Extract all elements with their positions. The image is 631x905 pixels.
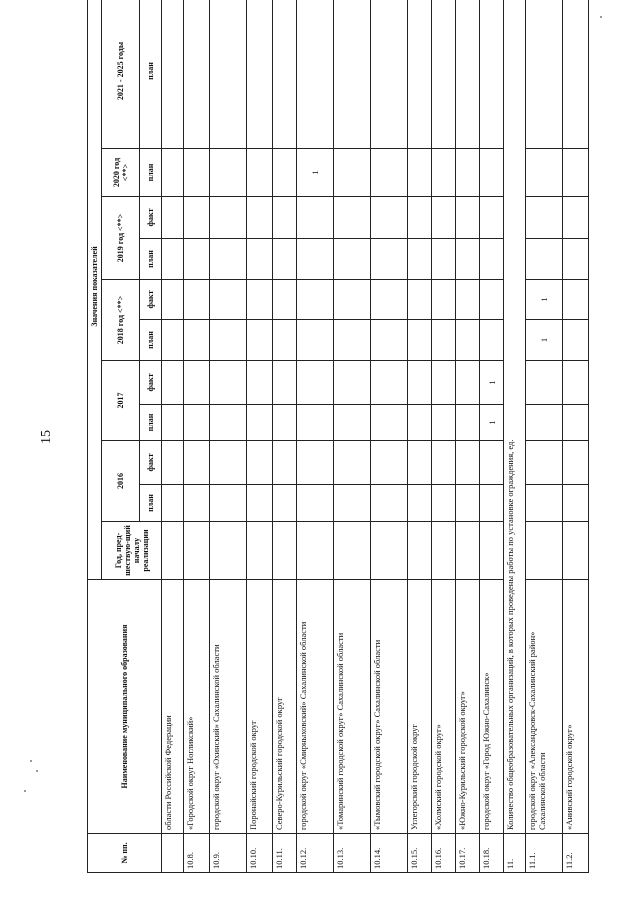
table-row — [563, 0, 589, 873]
value-cell — [526, 0, 563, 149]
value-cell — [563, 441, 589, 485]
value-cell — [247, 485, 273, 522]
table-row — [456, 0, 480, 873]
value-cell — [371, 280, 408, 320]
value-cell — [563, 280, 589, 320]
value-cell — [563, 485, 589, 522]
value-cell — [408, 441, 432, 485]
value-cell — [526, 197, 563, 239]
value-cell — [334, 361, 371, 405]
scan-speck — [36, 770, 38, 772]
value-cell — [247, 522, 273, 580]
value-cell — [273, 197, 297, 239]
value-cell — [456, 405, 480, 441]
municipality-name: «Холмский городской округ» — [432, 580, 456, 834]
row-number: 10.14. — [371, 834, 408, 873]
table-frame — [87, 34, 574, 873]
value-cell — [371, 485, 408, 522]
table-row — [210, 0, 247, 873]
value-cell — [408, 320, 432, 361]
value-cell — [210, 405, 247, 441]
value-cell — [371, 405, 408, 441]
value-cell — [297, 405, 334, 441]
value-cell — [526, 485, 563, 522]
value-cell — [210, 0, 247, 149]
indicators-table — [87, 0, 589, 873]
table-row — [526, 0, 563, 873]
value-cell — [371, 0, 408, 149]
value-cell — [432, 280, 456, 320]
table-body — [162, 0, 589, 873]
value-cell — [526, 239, 563, 280]
row-number: 10.11. — [273, 834, 297, 873]
value-cell — [371, 197, 408, 239]
page-number: 15 — [39, 430, 54, 444]
row-number: 10.9. — [210, 834, 247, 873]
municipality-name: «Тымовский городской округ» Сахалинской области — [371, 580, 408, 834]
header-plan: план — [140, 149, 162, 197]
value-cell — [563, 405, 589, 441]
value-cell — [456, 197, 480, 239]
header-fact: факт — [140, 280, 162, 320]
value-cell — [456, 280, 480, 320]
header-num: № пп. — [88, 834, 162, 873]
value-cell — [408, 0, 432, 149]
value-cell — [480, 320, 504, 361]
header-plan: план — [140, 405, 162, 441]
value-cell — [371, 149, 408, 197]
municipality-name: области Российской Федерации — [162, 580, 184, 834]
value-cell — [184, 239, 210, 280]
value-cell — [162, 522, 184, 580]
row-number: 11.2. — [563, 834, 589, 873]
table-row — [273, 0, 297, 873]
value-cell — [526, 405, 563, 441]
value-cell — [456, 361, 480, 405]
value-cell — [247, 239, 273, 280]
header-plan: план — [140, 485, 162, 522]
value-cell — [480, 280, 504, 320]
value-cell — [480, 239, 504, 280]
municipality-name: городской округ «Город Южно-Сахалинск» — [480, 580, 504, 834]
value-cell — [273, 361, 297, 405]
value-cell — [297, 361, 334, 405]
header-plan: план — [140, 320, 162, 361]
value-cell — [456, 239, 480, 280]
header-fact: факт — [140, 441, 162, 485]
value-cell — [162, 320, 184, 361]
value-cell — [526, 361, 563, 405]
row-number: 10.10. — [247, 834, 273, 873]
value-cell — [297, 441, 334, 485]
value-cell — [563, 239, 589, 280]
value-cell — [432, 405, 456, 441]
value-cell — [371, 361, 408, 405]
value-cell — [273, 485, 297, 522]
value-cell — [210, 361, 247, 405]
value-cell — [273, 239, 297, 280]
value-cell — [210, 522, 247, 580]
header-plan: план — [140, 239, 162, 280]
value-cell — [184, 197, 210, 239]
municipality-name: «Южно-Курильский городской округ» — [456, 580, 480, 834]
value-cell — [563, 197, 589, 239]
table-row — [504, 0, 526, 873]
value-cell — [334, 0, 371, 149]
value-cell — [334, 405, 371, 441]
value-cell — [480, 0, 504, 149]
value-cell — [297, 197, 334, 239]
value-cell — [480, 441, 504, 485]
value-cell — [480, 485, 504, 522]
municipality-name: «Томаринский городской округ» Сахалинской области — [334, 580, 371, 834]
value-cell — [162, 149, 184, 197]
value-cell — [432, 361, 456, 405]
value-cell — [162, 361, 184, 405]
row-number: 10.15. — [408, 834, 432, 873]
table-header — [88, 0, 162, 873]
row-number: 10.18. — [480, 834, 504, 873]
value-cell — [563, 522, 589, 580]
value-cell — [210, 239, 247, 280]
value-cell — [273, 441, 297, 485]
header-2018: 2018 год <**> — [102, 280, 140, 361]
value-cell — [480, 522, 504, 580]
rotated-table-container — [87, 34, 574, 873]
value-cell — [184, 0, 210, 149]
value-cell — [432, 197, 456, 239]
value-cell — [408, 149, 432, 197]
value-cell — [526, 441, 563, 485]
value-cell — [162, 280, 184, 320]
scan-speck — [24, 790, 26, 792]
value-cell — [480, 197, 504, 239]
value-cell: 1 — [526, 320, 563, 361]
municipality-name: городской округ «Охинский» Сахалинской области — [210, 580, 247, 834]
value-cell — [184, 280, 210, 320]
value-cell — [297, 485, 334, 522]
row-number: 10.13. — [334, 834, 371, 873]
table-row — [297, 0, 334, 873]
value-cell: 1 — [480, 361, 504, 405]
header-2019: 2019 год <**> — [102, 197, 140, 280]
value-cell — [432, 522, 456, 580]
value-cell — [247, 149, 273, 197]
scan-speck — [600, 16, 602, 18]
value-cell — [273, 149, 297, 197]
value-cell — [247, 280, 273, 320]
table-row — [334, 0, 371, 873]
value-cell — [432, 149, 456, 197]
value-cell — [408, 361, 432, 405]
value-cell — [480, 149, 504, 197]
value-cell: 1 — [297, 149, 334, 197]
header-2016: 2016 — [102, 441, 140, 522]
value-cell — [184, 405, 210, 441]
municipality-name: «Анивский городской округ» — [563, 580, 589, 834]
row-number: 11. — [504, 834, 526, 873]
value-cell — [563, 149, 589, 197]
header-plan: план — [140, 0, 162, 149]
table-row — [432, 0, 456, 873]
header-fact: факт — [140, 361, 162, 405]
value-cell — [247, 320, 273, 361]
value-cell — [432, 0, 456, 149]
municipality-name: Северо-Курильский городской округ — [273, 580, 297, 834]
value-cell: 1 — [480, 405, 504, 441]
value-cell — [247, 361, 273, 405]
value-cell — [371, 522, 408, 580]
row-number: 10.16. — [432, 834, 456, 873]
table-row — [371, 0, 408, 873]
municipality-name: городской округ «Александровск-Сахалинский район» Сахалинской области — [526, 580, 563, 834]
value-cell — [456, 441, 480, 485]
municipality-name: Углегорский городской округ — [408, 580, 432, 834]
value-cell — [334, 280, 371, 320]
value-cell — [184, 361, 210, 405]
table-row — [408, 0, 432, 873]
value-cell — [162, 485, 184, 522]
value-cell — [273, 280, 297, 320]
header-fact: факт — [140, 197, 162, 239]
value-cell — [210, 280, 247, 320]
value-cell — [184, 441, 210, 485]
value-cell — [247, 405, 273, 441]
value-cell — [247, 441, 273, 485]
value-cell — [432, 320, 456, 361]
value-cell — [184, 320, 210, 361]
value-cell — [184, 522, 210, 580]
value-cell — [247, 0, 273, 149]
value-cell — [210, 197, 247, 239]
value-cell — [297, 280, 334, 320]
municipality-name: «Городской округ Ногликский» — [184, 580, 210, 834]
value-cell — [334, 485, 371, 522]
value-cell — [273, 405, 297, 441]
value-cell — [162, 0, 184, 149]
row-number — [162, 834, 184, 873]
value-cell — [432, 441, 456, 485]
value-cell — [563, 320, 589, 361]
value-cell — [334, 320, 371, 361]
value-cell — [247, 197, 273, 239]
header-2020: 2020 год <**> — [102, 149, 140, 197]
section-title: Количество общеобразовательных организаций, в которых проведены работы по установке ограждения, ед. — [504, 0, 526, 834]
value-cell — [297, 522, 334, 580]
value-cell — [456, 320, 480, 361]
value-cell — [432, 239, 456, 280]
table-row — [480, 0, 504, 873]
value-cell — [297, 0, 334, 149]
value-cell: 1 — [526, 280, 563, 320]
value-cell — [273, 320, 297, 361]
value-cell — [456, 485, 480, 522]
row-number: 11.1. — [526, 834, 563, 873]
value-cell — [210, 149, 247, 197]
value-cell — [273, 522, 297, 580]
value-cell — [408, 485, 432, 522]
row-number: 10.8. — [184, 834, 210, 873]
value-cell — [334, 239, 371, 280]
value-cell — [456, 522, 480, 580]
value-cell — [432, 485, 456, 522]
value-cell — [210, 485, 247, 522]
value-cell — [297, 320, 334, 361]
value-cell — [563, 0, 589, 149]
value-cell — [371, 441, 408, 485]
value-cell — [334, 522, 371, 580]
value-cell — [210, 320, 247, 361]
header-2017: 2017 — [102, 361, 140, 441]
value-cell — [210, 441, 247, 485]
value-cell — [184, 485, 210, 522]
value-cell — [408, 522, 432, 580]
value-cell — [408, 280, 432, 320]
value-cell — [526, 149, 563, 197]
table-row — [247, 0, 273, 873]
header-name: Наименование муниципального образования — [88, 580, 162, 834]
value-cell — [526, 522, 563, 580]
municipality-name: Поронайский городской округ — [247, 580, 273, 834]
value-cell — [162, 197, 184, 239]
value-cell — [184, 149, 210, 197]
value-cell — [563, 361, 589, 405]
value-cell — [297, 239, 334, 280]
value-cell — [162, 239, 184, 280]
value-cell — [162, 441, 184, 485]
header-values: Значения показателей — [88, 0, 102, 580]
value-cell — [408, 239, 432, 280]
value-cell — [334, 197, 371, 239]
value-cell — [273, 0, 297, 149]
value-cell — [408, 405, 432, 441]
value-cell — [334, 149, 371, 197]
value-cell — [162, 405, 184, 441]
table-row — [162, 0, 184, 873]
row-number: 10.17. — [456, 834, 480, 873]
value-cell — [456, 149, 480, 197]
row-number: 10.12. — [297, 834, 334, 873]
municipality-name: городской округ «Смирныховский» Сахалинской области — [297, 580, 334, 834]
scan-speck — [30, 760, 32, 762]
value-cell — [371, 320, 408, 361]
value-cell — [334, 441, 371, 485]
table-row — [184, 0, 210, 873]
header-year-before: Год, пред-шествую-щий началу реализации — [102, 522, 162, 580]
value-cell — [456, 0, 480, 149]
value-cell — [371, 239, 408, 280]
header-2021-2025: 2021 - 2025 годы — [102, 0, 140, 149]
value-cell — [408, 197, 432, 239]
